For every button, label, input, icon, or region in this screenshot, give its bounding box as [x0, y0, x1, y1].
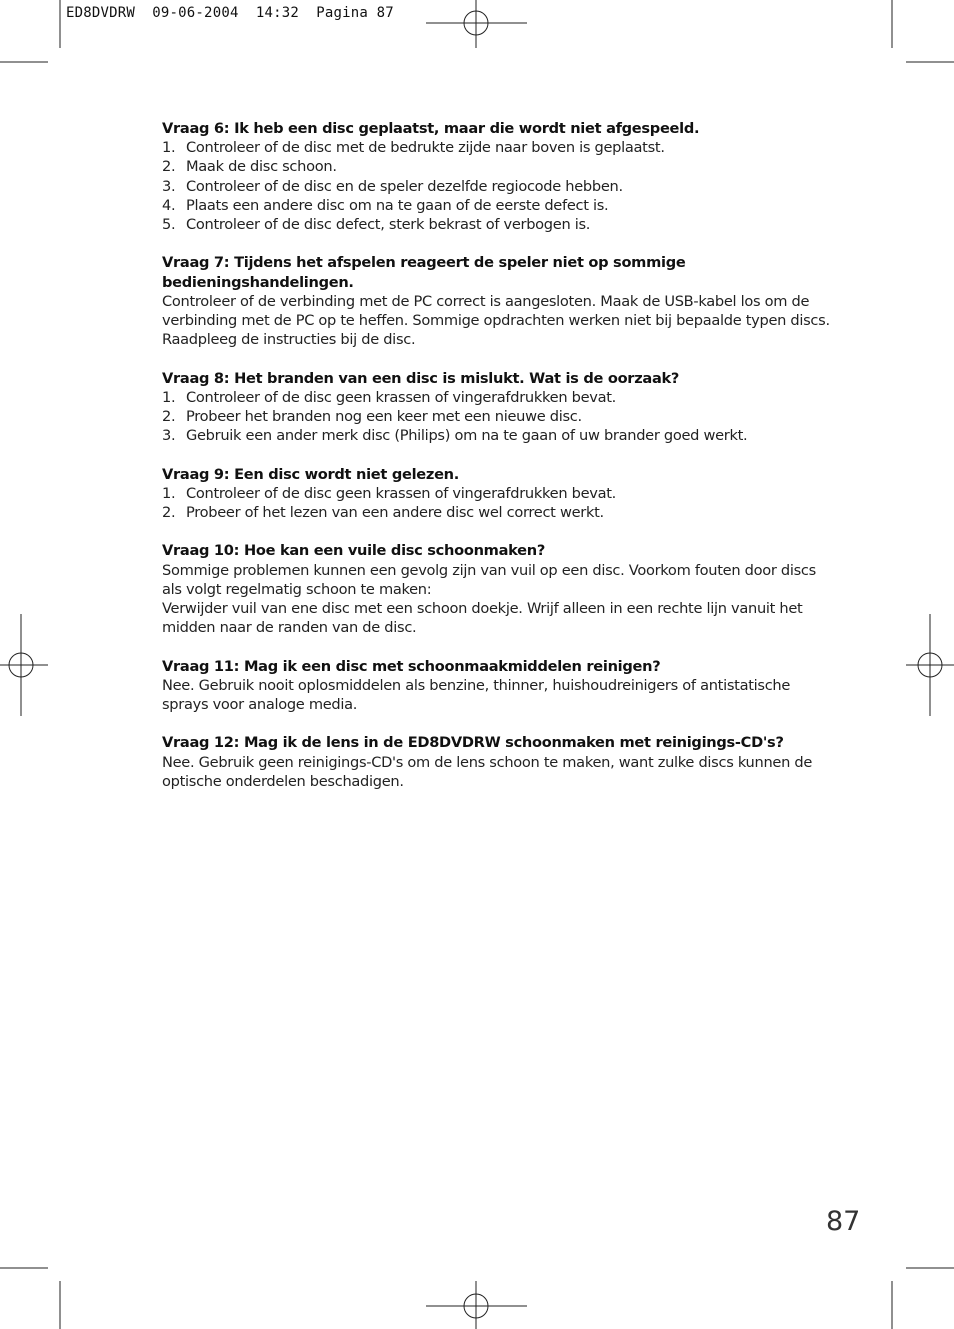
question-heading: Vraag 11: Mag ik een disc met schoonmaakmiddelen reinigen?	[162, 657, 661, 675]
list-text: Controleer of de disc geen krassen of vingerafdrukken bevat.	[186, 388, 617, 406]
faq-section-9	[162, 465, 834, 523]
faq-section-7	[162, 253, 834, 349]
list-item	[162, 388, 834, 407]
list-text: Controleer of de disc met de bedrukte zijde naar boven is geplaatst.	[186, 139, 665, 157]
list-item	[162, 426, 834, 445]
faq-section-8	[162, 369, 834, 446]
list-number: 4.	[162, 196, 176, 214]
list-number: 1.	[162, 388, 176, 406]
faq-section-12	[162, 733, 834, 791]
list-number: 3.	[162, 177, 176, 195]
list-number: 2.	[162, 158, 176, 176]
list-item	[162, 484, 834, 503]
list-item	[162, 215, 834, 234]
list-item	[162, 138, 834, 157]
list-item	[162, 177, 834, 196]
faq-section-11	[162, 657, 834, 715]
list-text: Maak de disc schoon.	[186, 158, 337, 176]
faq-section-6	[162, 119, 834, 234]
list-text: Controleer of de disc geen krassen of vingerafdrukken bevat.	[186, 484, 617, 502]
list-item	[162, 157, 834, 176]
question-heading: Vraag 7: Tijdens het afspelen reageert de speler niet op sommige bedieningshandelingen.	[162, 254, 686, 291]
list-text: Probeer of het lezen van een andere disc wel correct werkt.	[186, 504, 604, 522]
question-heading: Vraag 8: Het branden van een disc is mislukt. Wat is de oorzaak?	[162, 369, 680, 387]
list-item	[162, 407, 834, 426]
list-number: 5.	[162, 216, 176, 234]
list-number: 2.	[162, 408, 176, 426]
answer-paragraph: Sommige problemen kunnen een gevolg zijn van vuil op een disc. Voorkom fouten door discs als volgt regelmatig schoon te maken:	[162, 561, 816, 598]
question-heading: Vraag 10: Hoe kan een vuile disc schoonmaken?	[162, 542, 545, 560]
question-heading: Vraag 6: Ik heb een disc geplaatst, maar die wordt niet afgespeeld.	[162, 120, 700, 137]
question-heading: Vraag 12: Mag ik de lens in de ED8DVDRW schoonmaken met reinigings-CD's?	[162, 734, 784, 752]
list-text: Probeer het branden nog een keer met een nieuwe disc.	[186, 408, 582, 426]
list-number: 2.	[162, 504, 176, 522]
answer-paragraph: Nee. Gebruik geen reinigings-CD's om de lens schoon te maken, want zulke discs kunnen de optische onderdelen beschadigen.	[162, 753, 813, 790]
list-text: Gebruik een ander merk disc (Philips) om na te gaan of uw brander goed werkt.	[186, 427, 748, 445]
list-item	[162, 196, 834, 215]
page-number: 87	[826, 1206, 861, 1237]
list-number: 3.	[162, 427, 176, 445]
question-heading: Vraag 9: Een disc wordt niet gelezen.	[162, 465, 460, 483]
faq-section-10	[162, 541, 834, 637]
faq-content	[162, 119, 834, 791]
answer-paragraph: Controleer of de verbinding met de PC correct is aangesloten. Maak de USB-kabel los om de verbinding met de PC op te heffen. Sommige opdrachten werken niet bij bepaalde typen discs. Raadpleeg de instructies bij de disc.	[162, 292, 830, 349]
list-number: 1.	[162, 484, 176, 502]
answer-paragraph: Verwijder vuil van ene disc met een schoon doekje. Wrijf alleen in een rechte lijn vanuit het midden naar de randen van de disc.	[162, 600, 803, 637]
list-text: Plaats een andere disc om na te gaan of de eerste defect is.	[186, 196, 609, 214]
list-text: Controleer of de disc defect, sterk bekrast of verbogen is.	[186, 216, 591, 234]
list-number: 1.	[162, 139, 176, 157]
answer-paragraph: Nee. Gebruik nooit oplosmiddelen als benzine, thinner, huishoudreinigers of antistatische sprays voor analoge media.	[162, 676, 791, 714]
print-slug-header: ED8DVDRW 09-06-2004 14:32 Pagina 87	[66, 5, 394, 21]
list-text: Controleer of de disc en de speler dezelfde regiocode hebben.	[186, 177, 623, 195]
list-item	[162, 503, 834, 522]
